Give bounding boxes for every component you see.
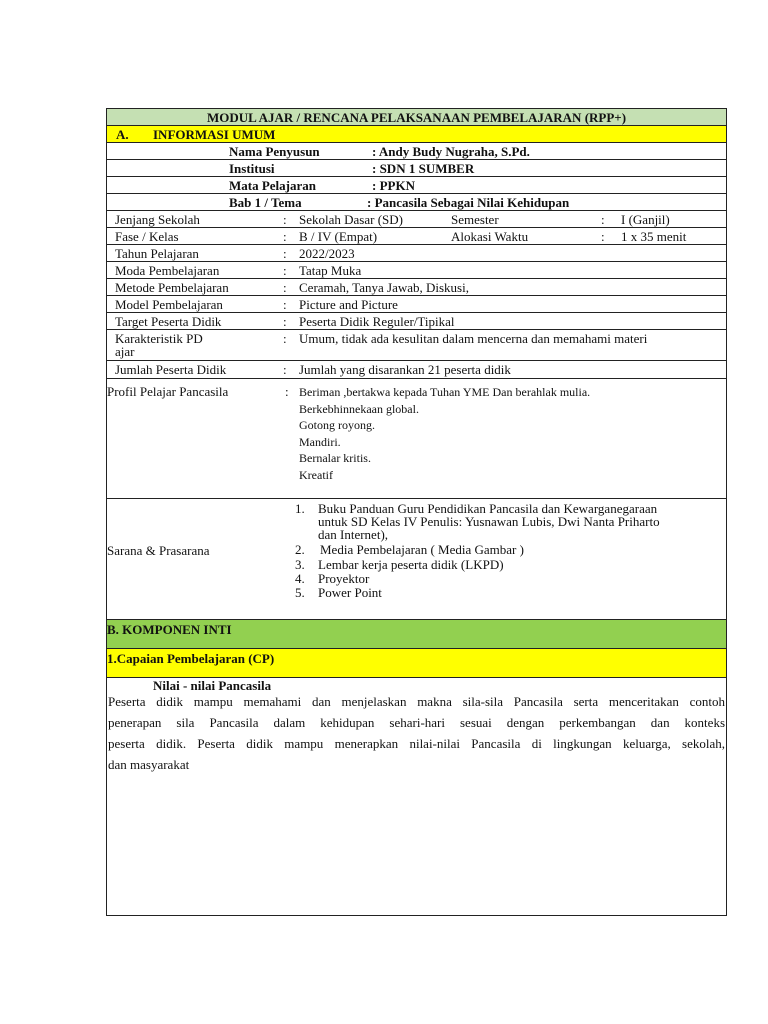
- sarana-item-text: Power Point: [318, 585, 382, 600]
- sarana-item-number: 3.: [295, 557, 305, 572]
- info-label-2: Alokasi Waktu: [451, 229, 529, 244]
- section-a-number: A.: [116, 127, 129, 142]
- info-separator-2: :: [601, 212, 605, 227]
- info-separator: :: [283, 280, 287, 295]
- cp-line-text: dan masyarakat: [108, 757, 190, 772]
- info-separator-2: :: [601, 229, 605, 244]
- profil-label: Profil Pelajar Pancasila: [107, 384, 229, 399]
- profil-separator: :: [285, 384, 289, 399]
- cp-line: [107, 712, 726, 733]
- info-row-target: [107, 313, 726, 330]
- cp-line: [107, 754, 726, 775]
- info-value-2: I (Ganjil): [621, 212, 670, 227]
- info-label: Tahun Pelajaran: [115, 246, 199, 261]
- identity-row-institusi: [107, 160, 726, 177]
- info-label: Jumlah Peserta Didik: [115, 362, 227, 377]
- info-label: Metode Pembelajaran: [115, 280, 229, 295]
- info-label-continued: ajar: [115, 344, 135, 359]
- section-a-header: [107, 126, 726, 143]
- profil-item: Berkebhinnekaan global.: [299, 401, 419, 416]
- identity-value: : SDN 1 SUMBER: [372, 161, 475, 176]
- info-row-model: [107, 296, 726, 313]
- cp-line: [107, 733, 726, 754]
- info-separator: :: [283, 314, 287, 329]
- info-row-jenjang: [107, 211, 726, 228]
- profil-item: Bernalar kritis.: [299, 451, 371, 465]
- cp-line-text: peserta didik. Peserta didik mampu menerapkan nilai-nilai Pancasila di lingkungan keluarga, sekolah,: [108, 736, 725, 751]
- sarana-item-text: Media Pembelajaran ( Media Gambar ): [320, 542, 524, 557]
- sarana-item-number: 4.: [295, 571, 305, 586]
- info-row-moda: [107, 262, 726, 279]
- info-row-karakteristik: [107, 330, 726, 361]
- identity-value: : Andy Budy Nugraha, S.Pd.: [372, 144, 530, 159]
- info-label: Fase / Kelas: [115, 229, 179, 244]
- info-separator: :: [283, 331, 287, 346]
- info-value: Picture and Picture: [299, 297, 398, 312]
- profil-pelajar-row: [107, 379, 726, 499]
- identity-value: : PPKN: [372, 178, 415, 193]
- info-label: Karakteristik PD: [115, 331, 203, 346]
- identity-label: Institusi: [229, 161, 275, 176]
- identity-row-penyusun: [107, 143, 726, 160]
- sarana-item-text: Buku Panduan Guru Pendidikan Pancasila dan Kewarganegaraan: [318, 501, 658, 516]
- cp-header: [107, 649, 726, 678]
- info-value: Peserta Didik Reguler/Tipikal: [299, 314, 455, 329]
- profil-item: Mandiri.: [299, 434, 341, 449]
- sarana-item-text: untuk SD Kelas IV Penulis: Yusnawan Lubis, Dwi Nanta Priharto: [318, 514, 660, 529]
- profil-item: Kreatif: [299, 467, 333, 482]
- info-row-jumlah: [107, 361, 726, 379]
- info-separator: :: [283, 263, 287, 278]
- identity-label: Bab 1 / Tema: [229, 195, 302, 210]
- cp-line-text: penerapan sila Pancasila dalam kehidupan sehari-hari sesuai dengan perkembangan dan konteks: [108, 715, 725, 730]
- sarana-item-text: Proyektor: [318, 571, 370, 586]
- info-value: B / IV (Empat): [299, 229, 378, 244]
- info-separator: :: [283, 297, 287, 312]
- sarana-prasarana-row: [107, 499, 726, 620]
- sarana-item-number: 5.: [295, 585, 305, 600]
- info-label: Target Peserta Didik: [115, 314, 222, 329]
- sarana-item-text: Lembar kerja peserta didik (LKPD): [318, 557, 504, 572]
- info-value: Tatap Muka: [299, 263, 362, 278]
- identity-row-bab: [107, 194, 726, 211]
- info-row-tahun: [107, 245, 726, 262]
- cp-title: 1.Capaian Pembelajaran (CP): [107, 651, 275, 666]
- cp-subtitle: Nilai - nilai Pancasila: [153, 678, 272, 693]
- sarana-label: Sarana & Prasarana: [107, 543, 210, 558]
- section-b-header: [107, 620, 726, 649]
- identity-value: : Pancasila Sebagai Nilai Kehidupan: [367, 195, 570, 210]
- rpp-document: [106, 108, 727, 916]
- info-separator: :: [283, 212, 287, 227]
- info-label-2: Semester: [451, 212, 499, 227]
- info-row-fase: [107, 228, 726, 245]
- sarana-item-number: 1.: [295, 501, 305, 516]
- info-separator: :: [283, 246, 287, 261]
- info-separator: :: [283, 362, 287, 377]
- sarana-item-number: 2.: [295, 542, 305, 557]
- identity-row-mapel: [107, 177, 726, 194]
- section-b-title: B. KOMPONEN INTI: [107, 622, 232, 637]
- profil-item: Beriman ,bertakwa kepada Tuhan YME Dan berahlak mulia.: [299, 385, 591, 399]
- info-value: Umum, tidak ada kesulitan dalam mencerna dan memahami materi: [299, 331, 648, 346]
- document-title-row: [107, 109, 726, 126]
- identity-label: Mata Pelajaran: [229, 178, 317, 193]
- info-value: Sekolah Dasar (SD): [299, 212, 403, 227]
- section-a-title: INFORMASI UMUM: [153, 127, 276, 142]
- info-value-2: 1 x 35 menit: [621, 229, 687, 244]
- document-title: MODUL AJAR / RENCANA PELAKSANAAN PEMBELAJARAN (RPP+): [206, 110, 627, 125]
- sarana-item-text: dan Internet),: [318, 527, 389, 542]
- info-row-metode: [107, 279, 726, 296]
- info-label: Moda Pembelajaran: [115, 263, 220, 278]
- info-value: Jumlah yang disarankan 21 peserta didik: [299, 362, 511, 377]
- profil-item: Gotong royong.: [299, 418, 375, 432]
- info-value: 2022/2023: [299, 246, 355, 261]
- info-separator: :: [283, 229, 287, 244]
- cp-line-text: Peserta didik mampu memahami dan menjelaskan makna sila-sila Pancasila serta menceritakan contoh: [108, 694, 725, 709]
- info-value: Ceramah, Tanya Jawab, Diskusi,: [299, 280, 469, 295]
- identity-label: Nama Penyusun: [229, 144, 320, 159]
- info-label: Jenjang Sekolah: [115, 212, 200, 227]
- info-label: Model Pembelajaran: [115, 297, 223, 312]
- cp-line: [107, 691, 726, 712]
